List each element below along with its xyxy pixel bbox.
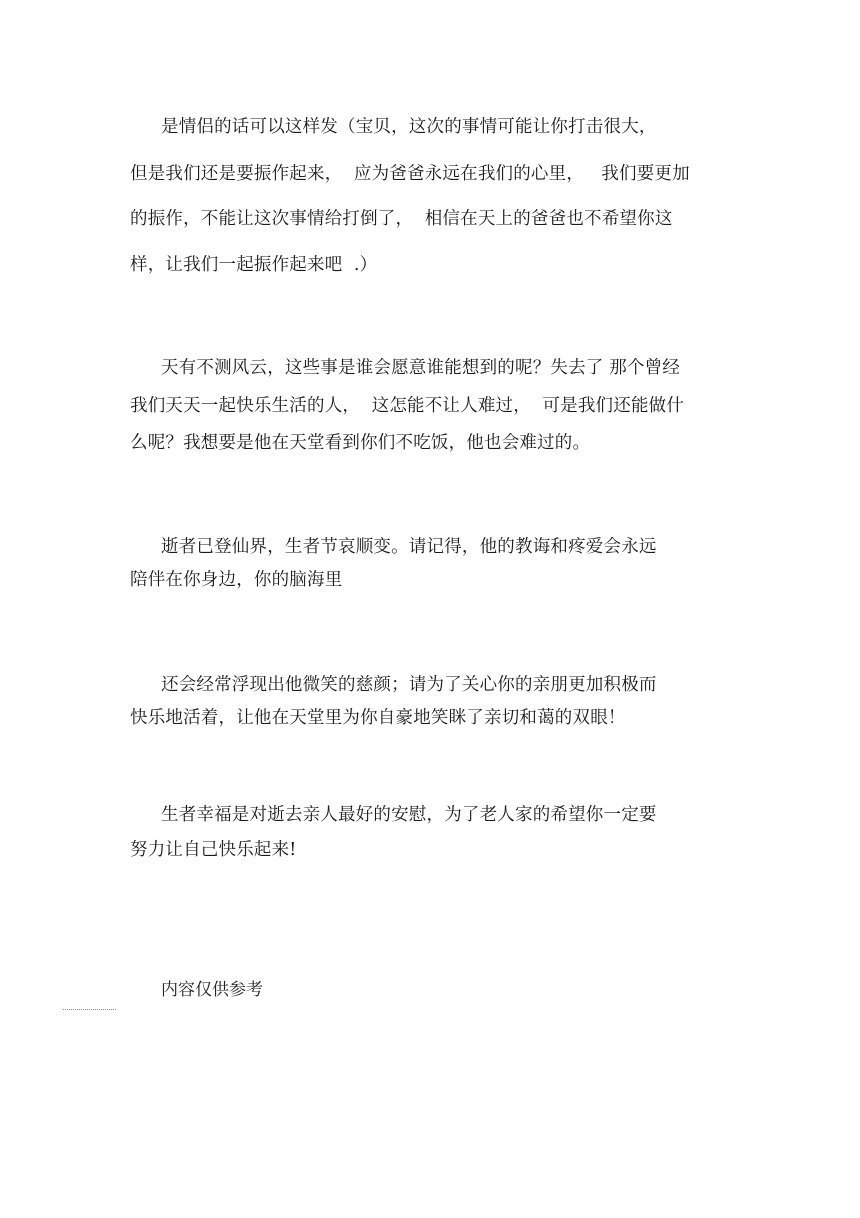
paragraph-line: 但是我们还是要振作起来， 应为爸爸永远在我们的心里， 我们要更加	[130, 164, 690, 184]
paragraph-line: 是情侣的话可以这样发（宝贝，这次的事情可能让你打击很大，	[161, 117, 657, 137]
paragraph-line: 么呢？我想要是他在天堂看到你们不吃饭，他也会难过的。	[130, 433, 591, 453]
paragraph-line: 逝者已登仙界，生者节哀顺变。请记得，他的教诲和疼爱会永远	[161, 537, 657, 557]
paragraph-line: 我们天天一起快乐生活的人， 这怎能不让人难过， 可是我们还能做什	[130, 396, 685, 416]
paragraph-line: 陪伴在你身边，你的脑海里	[130, 570, 343, 590]
footer-note: 内容仅供参考	[161, 980, 263, 1000]
dotted-divider	[63, 1009, 116, 1010]
paragraph-line: 的振作，不能让这次事情给打倒了， 相信在天上的爸爸也不希望你这	[130, 209, 673, 229]
paragraph-line: 努力让自己快乐起来!	[130, 840, 297, 860]
paragraph-line: 生者幸福是对逝去亲人最好的安慰，为了老人家的希望你一定要	[161, 805, 657, 825]
paragraph-line: 还会经常浮现出他微笑的慈颜；请为了关心你的亲朋更加积极而	[161, 675, 657, 695]
paragraph-line: 样，让我们一起振作起来吧 .）	[130, 255, 378, 275]
paragraph-line: 天有不测风云，这些事是谁会愿意谁能想到的呢？失去了 那个曾经	[161, 358, 681, 378]
paragraph-line: 快乐地活着，让他在天堂里为你自豪地笑眯了亲切和蔼的双眼！	[130, 708, 626, 728]
